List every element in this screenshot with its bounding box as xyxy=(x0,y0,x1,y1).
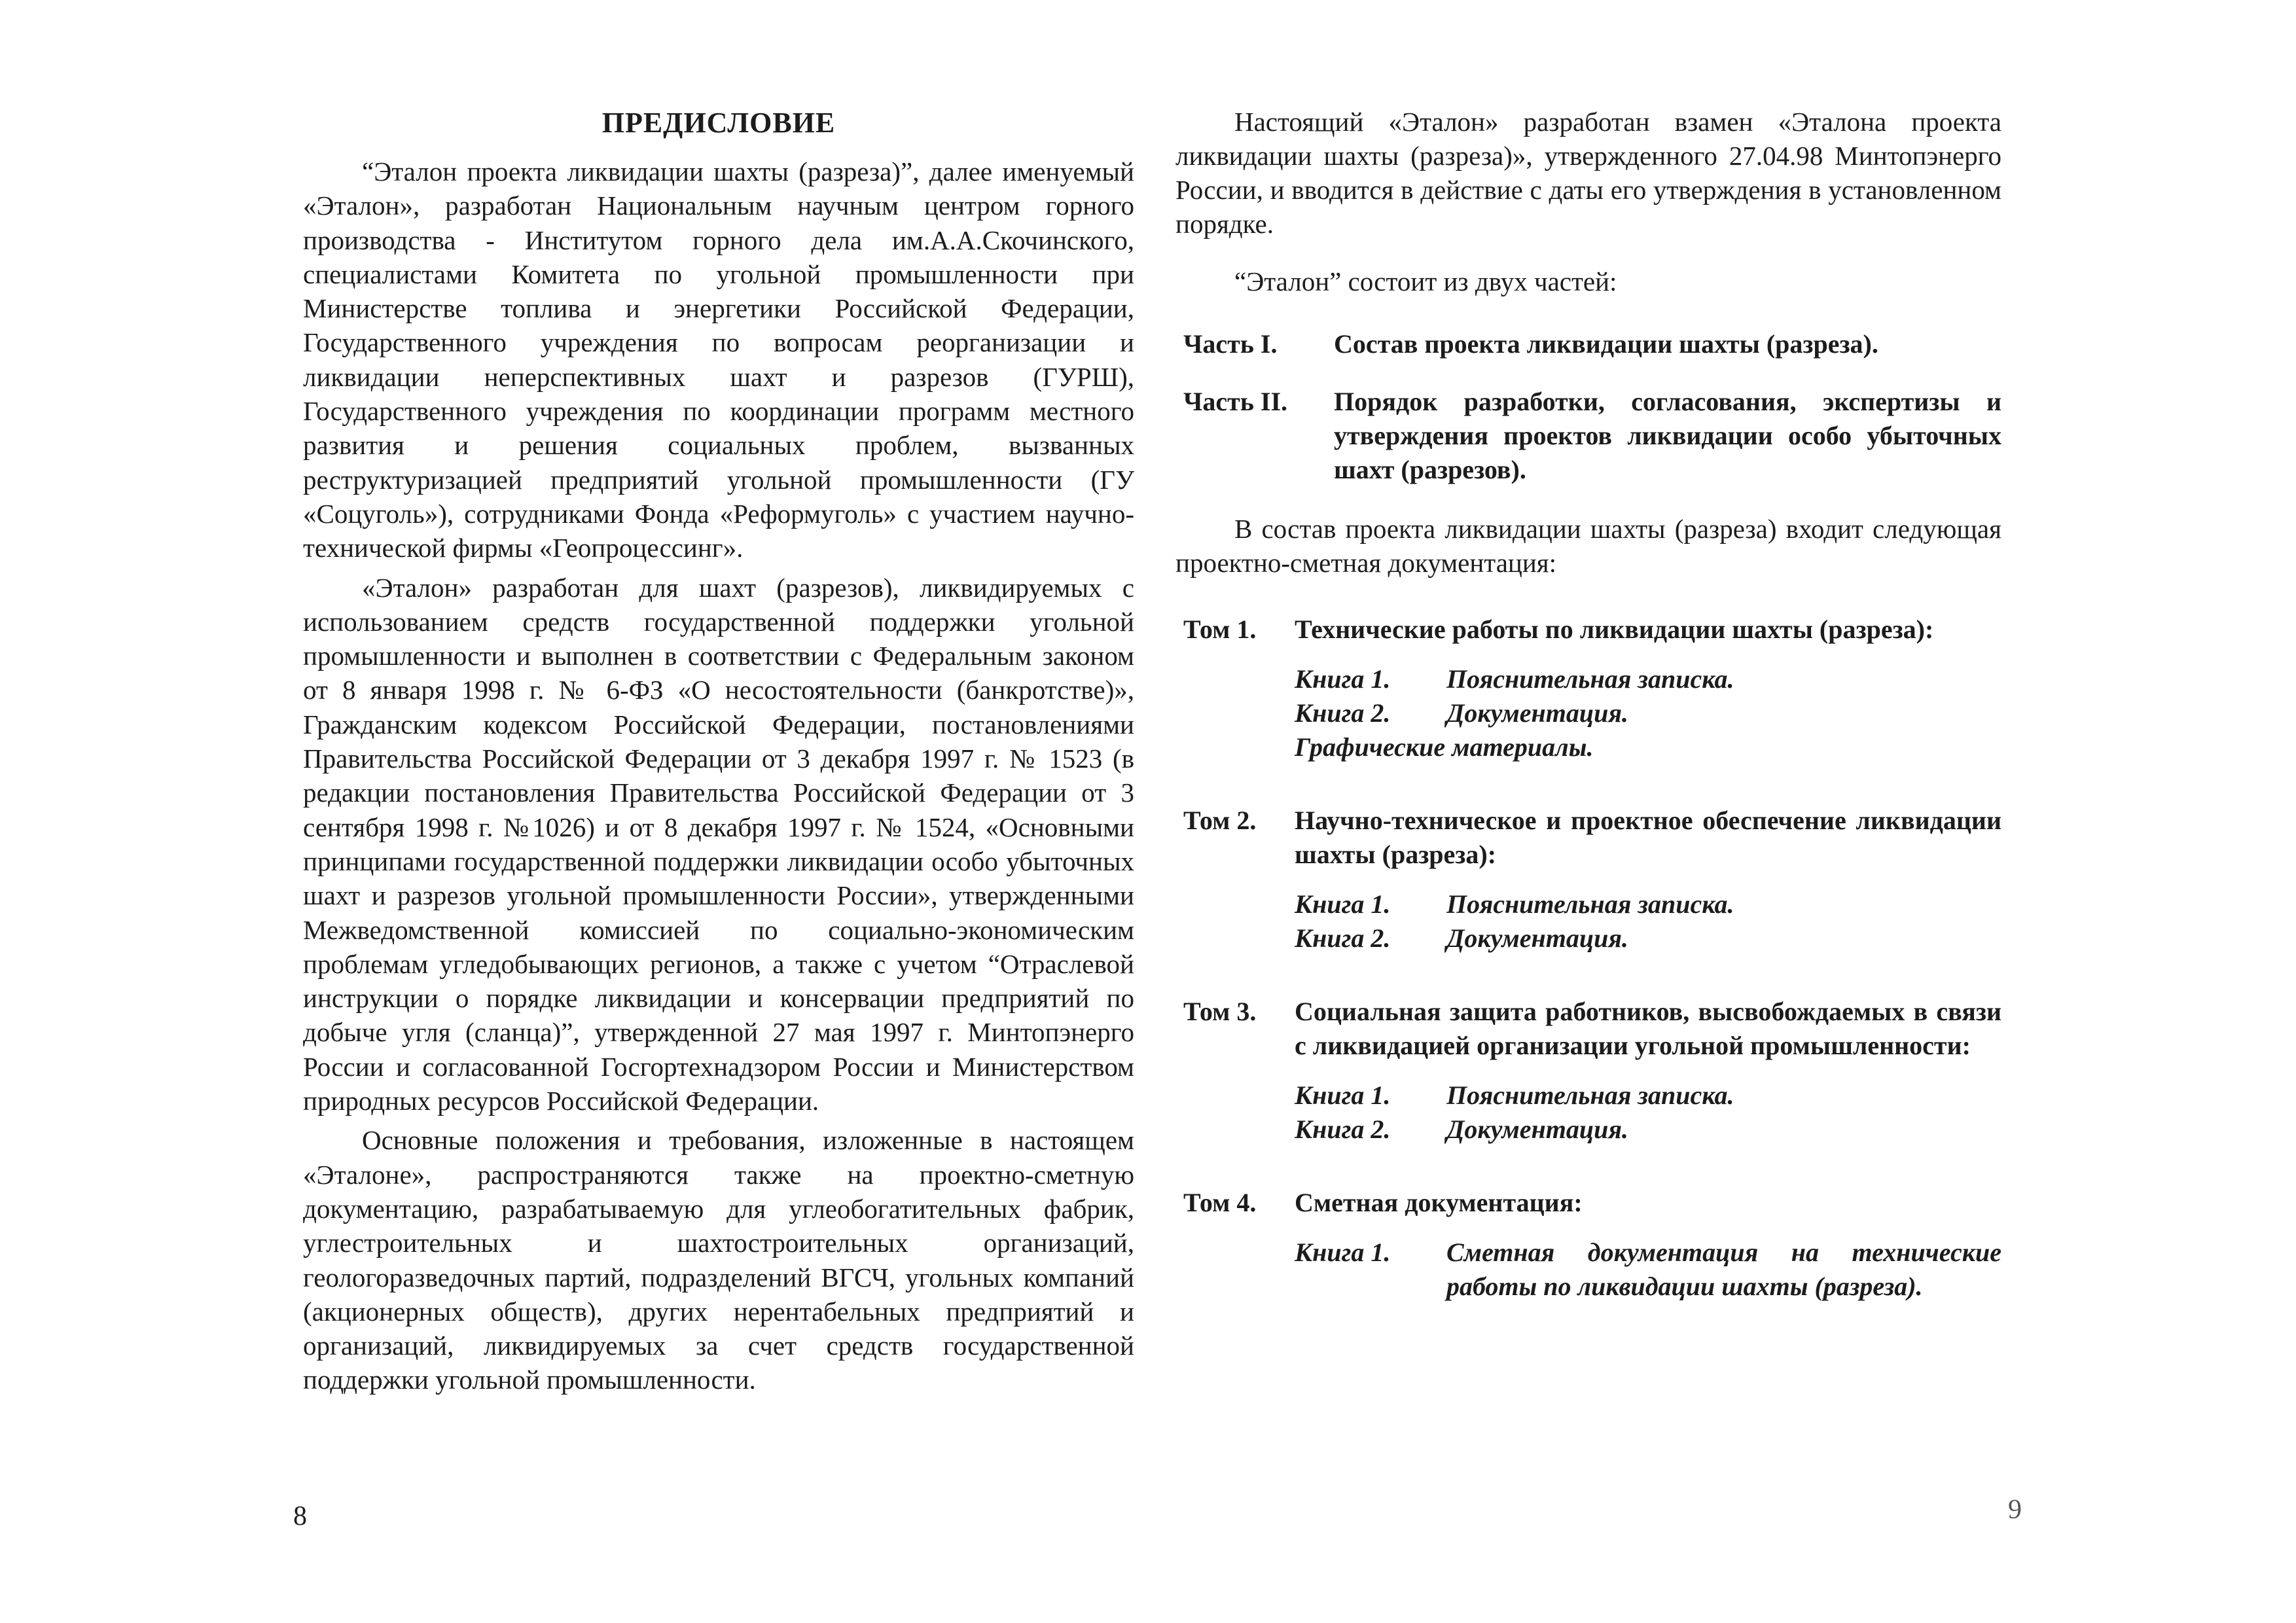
volumes-intro: В состав проекта ликвидации шахты (разреза) входит следующая проектно-сметная документация: xyxy=(1175,514,2001,578)
volume-label: Том 2. xyxy=(1183,806,1257,835)
part-title: Порядок разработки, согласования, экспертизы и утверждения проектов ликвидации особо убыточных шахт (разрезов). xyxy=(1334,387,2001,484)
preface-section xyxy=(303,105,1134,1402)
book-title: Документация. xyxy=(1446,698,1628,728)
book-extra-note: Графические материалы. xyxy=(1295,732,1594,762)
book-item xyxy=(1295,662,2001,696)
preface-paragraph-3: Основные положения и требования, изложенные в настоящем «Эталоне», распространяются также на проектно-сметную документацию, разрабатываемую для углеобогатительных фабрик, углестроительных и шахтостроительных организаций, геологоразведочных партий, подразделений ВГСЧ, угольных компаний (акционерных обществ), других нерентабельных предприятий и организаций, ликвидируемых за счет средств государственной поддержки угольной промышленности. xyxy=(303,1125,1134,1395)
book-item xyxy=(1295,1079,2001,1113)
parts-intro: “Эталон” состоит из двух частей: xyxy=(1234,266,1617,296)
book-item xyxy=(1295,887,2001,921)
volume-label: Том 3. xyxy=(1183,997,1257,1026)
preface-title: ПРЕДИСЛОВИЕ xyxy=(601,107,836,139)
volume-item xyxy=(1175,1186,2001,1304)
book-title: Пояснительная записка. xyxy=(1446,664,1734,694)
volume-item xyxy=(1175,613,2001,764)
part-label: Часть II. xyxy=(1183,387,1288,416)
volume-title: Научно-техническое и проектное обеспечение ликвидации шахты (разреза): xyxy=(1295,806,2001,869)
book-title: Документация. xyxy=(1446,1115,1628,1144)
book-title: Документация. xyxy=(1446,923,1628,953)
preface-paragraph-1: “Эталон проекта ликвидации шахты (разреза)”, далее именуемый «Эталон», разработан Национальным научным центром горного производства - Институтом горного дела им.А.А.Скочинского, специалистами Комитета по угольной промышленности при Министерстве топлива и энергетики Российской Федерации, Государственного учреждения по вопросам реорганизации и ликвидации неперспективных шахт и разрезов (ГУРШ), Государственного учреждения по координации программ местного развития и решения социальных проблем, вызванных реструктуризацией предприятий угольной промышленности (ГУ «Соцуголь»), сотрудниками Фонда «Реформуголь» с участием научно-технической фирмы «Геопроцессинг». xyxy=(303,156,1134,563)
volume-item xyxy=(1175,804,2001,955)
volume-title: Социальная защита работников, высвобождаемых в связи с ликвидацией организации угольной промышленности: xyxy=(1295,997,2001,1060)
part-label: Часть I. xyxy=(1183,329,1278,359)
preface-paragraph-2: «Эталон» разработан для шахт (разрезов), ликвидируемых с использованием средств государственной поддержки угольной промышленности и выполнен в соответствии с Федеральным законом от 8 января 1998 г. № 6-ФЗ «О несостоятельности (банкротстве)», Гражданским кодексом Российской Федерации, постановлениями Правительства Российской Федерации от 3 декабря 1997 г. № 1523 (в редакции постановления Правительства Российской Федерации от 3 сентября 1998 г. №1026) и от 8 декабря 1997 г. № 1524, «Основными принципами государственной поддержки ликвидации особо убыточных шахт и разрезов угольной промышленности России», утвержденными Межведомственной комиссией по социально-экономическим проблемам угледобывающих регионов, а также с учетом “Отраслевой инструкции о порядке ликвидации и консервации предприятий по добыче угля (сланца)”, утвержденной 27 мая 1997 г. Минтопэнерго России и согласованной Госгортехнадзором России и Министерством природных ресурсов Российской Федерации. xyxy=(303,572,1134,1116)
book-label: Книга 1. xyxy=(1295,1238,1391,1267)
right-page-content xyxy=(1175,105,2001,1343)
book-label: Книга 1. xyxy=(1295,889,1391,919)
book-list xyxy=(1295,1236,2001,1304)
page-number-right: 9 xyxy=(2008,1495,2022,1525)
volume-label: Том 4. xyxy=(1183,1188,1257,1217)
part-title: Состав проекта ликвидации шахты (разреза). xyxy=(1334,329,1878,359)
book-item xyxy=(1295,1113,2001,1147)
volume-label: Том 1. xyxy=(1183,615,1257,644)
book-title: Сметная документация на технические работы по ликвидации шахты (разреза). xyxy=(1446,1238,2001,1301)
intro-paragraph: Настоящий «Эталон» разработан взамен «Эталона проекта ликвидации шахты (разреза)», утвержденного 27.04.98 Минтопэнерго России, и вводится в действие с даты его утверждения в установленном порядке. xyxy=(1175,107,2001,239)
book-item xyxy=(1295,921,2001,955)
book-title: Пояснительная записка. xyxy=(1446,1080,1734,1110)
book-list xyxy=(1295,1079,2001,1147)
book-label: Книга 1. xyxy=(1295,1080,1391,1110)
volume-item xyxy=(1175,995,2001,1147)
part-item xyxy=(1175,385,2001,487)
book-list xyxy=(1295,887,2001,955)
book-label: Книга 2. xyxy=(1295,923,1391,953)
volume-title: Сметная документация: xyxy=(1295,1188,1583,1217)
part-item xyxy=(1175,327,2001,361)
book-label: Книга 2. xyxy=(1295,698,1391,728)
book-item xyxy=(1295,696,2001,730)
book-label: Книга 1. xyxy=(1295,664,1391,694)
book-list xyxy=(1295,662,2001,764)
volume-title: Технические работы по ликвидации шахты (разреза): xyxy=(1295,615,1934,644)
book-title: Пояснительная записка. xyxy=(1446,889,1734,919)
book-item xyxy=(1295,1236,2001,1304)
page-number-left: 8 xyxy=(293,1501,307,1531)
book-label: Книга 2. xyxy=(1295,1115,1391,1144)
